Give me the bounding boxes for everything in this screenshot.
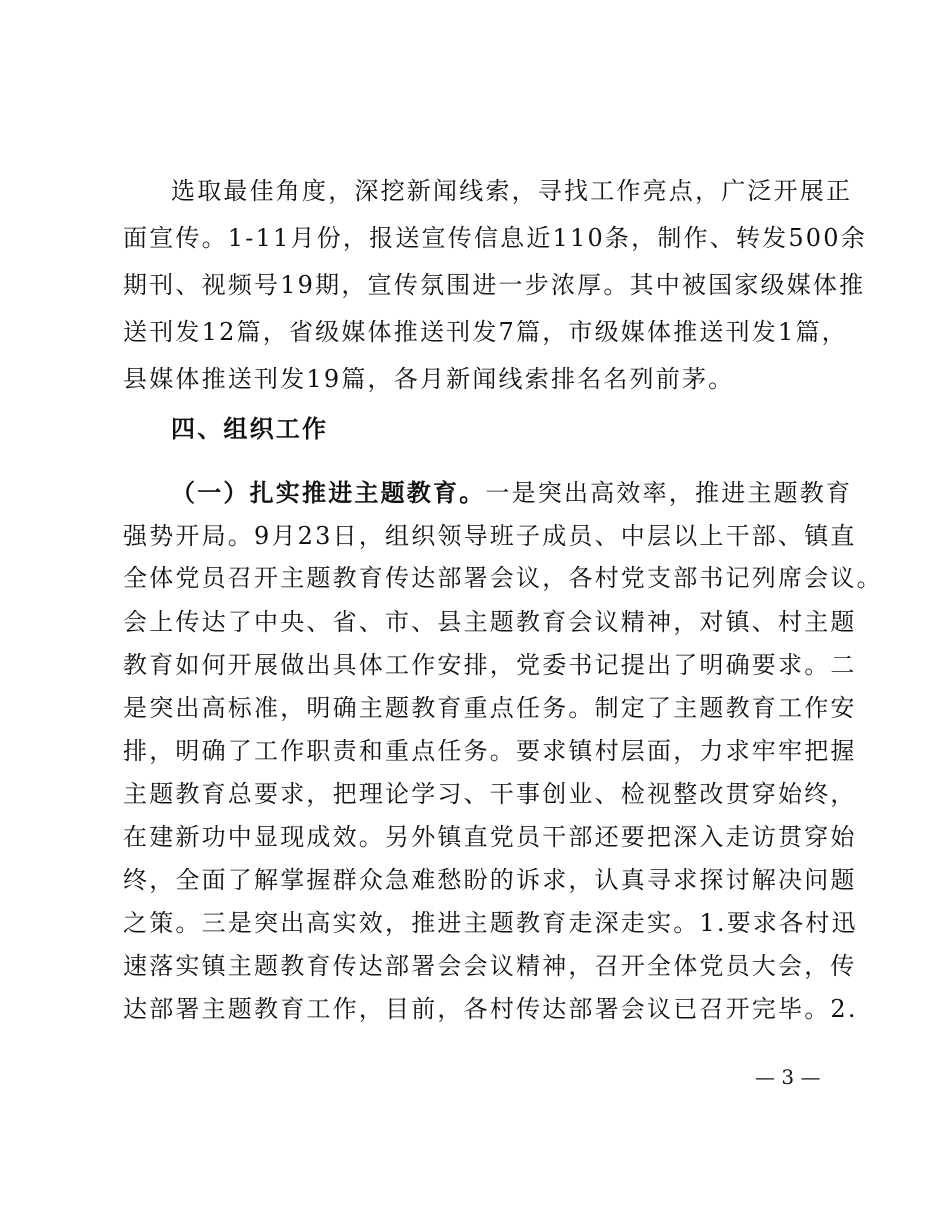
paragraph-2-line-5: 教育如何开展做出具体工作安排，党委书记提出了明确要求。二 bbox=[123, 651, 857, 679]
paragraph-2-line-2: 强势开局。9月23日，组织领导班子成员、中层以上干部、镇直 bbox=[123, 522, 857, 550]
paragraph-2-line-8: 主题教育总要求，把理论学习、干事创业、检视整改贯穿始终， bbox=[123, 780, 857, 808]
paragraph-1-line-3: 期刊、视频号19期，宣传氛围进一步浓厚。其中被国家级媒体推 bbox=[123, 271, 866, 299]
paragraph-1-line-4: 送刊发12篇，省级媒体推送刊发7篇，市级媒体推送刊发1篇， bbox=[123, 318, 848, 346]
paragraph-2-line-10: 终，全面了解掌握群众急难愁盼的诉求，认真寻求探讨解决问题 bbox=[123, 866, 857, 894]
paragraph-2-line-11: 之策。三是突出高实效，推进主题教育走深走实。1.要求各村迅 bbox=[123, 909, 858, 937]
section-heading: 四、组织工作 bbox=[171, 414, 329, 443]
paragraph-2-line-6: 是突出高标准，明确主题教育重点任务。制定了主题教育工作安 bbox=[123, 694, 857, 722]
paragraph-2-line-7: 排，明确了工作职责和重点任务。要求镇村层面，力求牢牢把握 bbox=[123, 737, 857, 765]
paragraph-2-line-13: 达部署主题教育工作，目前，各村传达部署会议已召开完毕。2. bbox=[123, 995, 858, 1023]
paragraph-2-line-4: 会上传达了中央、省、市、县主题教育会议精神，对镇、村主题 bbox=[123, 608, 857, 636]
page-number: — 3 — bbox=[755, 1065, 821, 1089]
paragraph-2-line-9: 在建新功中显现成效。另外镇直党员干部还要把深入走访贯穿始 bbox=[123, 823, 857, 851]
paragraph-2-line-1 bbox=[171, 477, 852, 509]
paragraph-2-line-1-rest: 一是突出高效率，推进主题教育 bbox=[485, 479, 853, 507]
paragraph-2-lead: （一）扎实推进主题教育。 bbox=[171, 478, 486, 507]
paragraph-2-line-12: 速落实镇主题教育传达部署会会议精神，召开全体党员大会，传 bbox=[123, 952, 857, 980]
paragraph-1-line-2: 面宣传。1-11月份，报送宣传信息近110条，制作、转发500余 bbox=[123, 224, 867, 252]
paragraph-2-line-3: 全体党员召开主题教育传达部署会议，各村党支部书记列席会议。 bbox=[123, 564, 883, 592]
paragraph-1-line-1: 选取最佳角度，深挖新闻线索，寻找工作亮点，广泛开展正 bbox=[171, 177, 853, 205]
paragraph-1-line-5: 县媒体推送刊发19篇，各月新闻线索排名名列前茅。 bbox=[123, 365, 735, 393]
